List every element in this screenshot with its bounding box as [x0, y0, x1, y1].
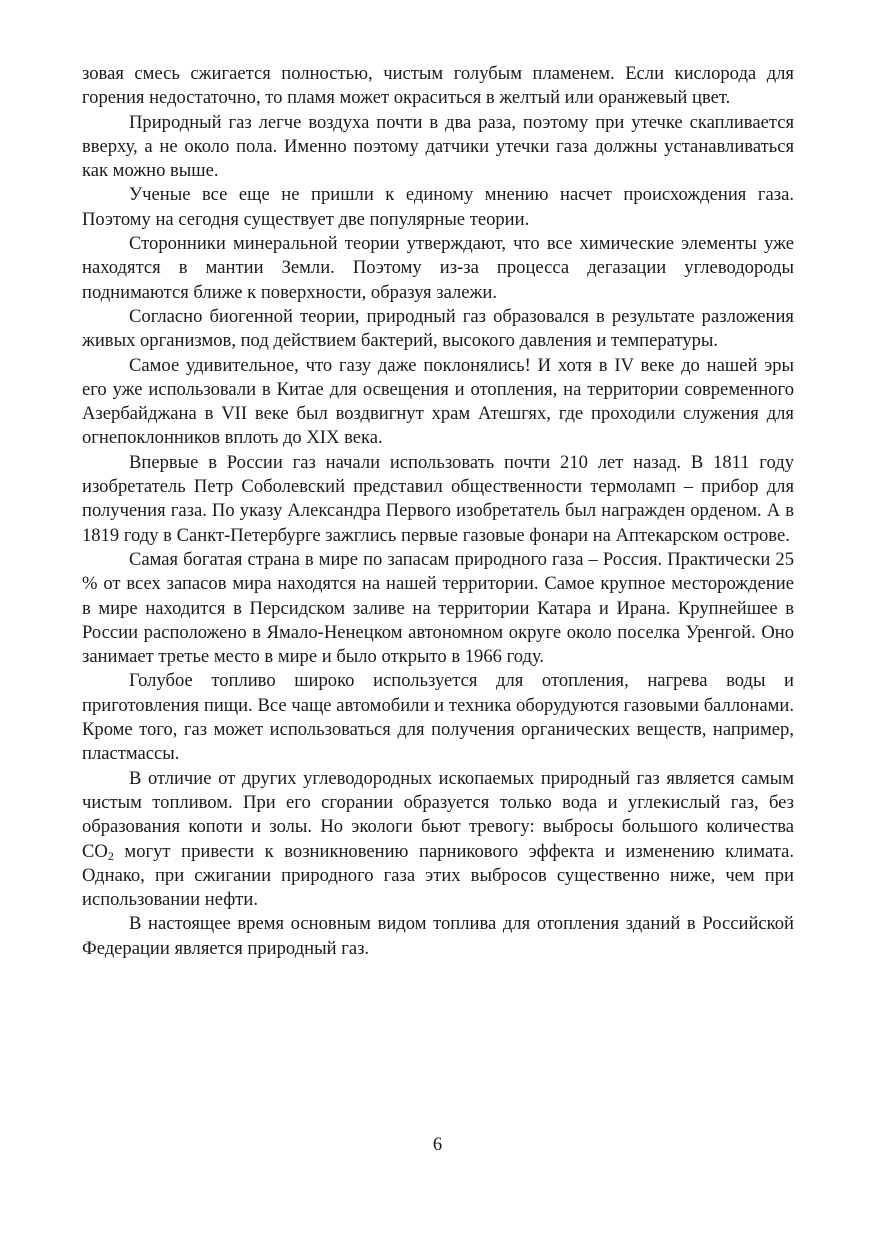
document-body [82, 62, 794, 961]
clean-fuel-text-after: могут привести к возникновению парникового эффекта и изменению климата. Однако, при сжигании природного газа этих выбросов существенно ниже, чем при использовании нефти. [82, 840, 794, 911]
co2-subscript: 2 [107, 848, 114, 863]
paragraph-biogenic-theory: Согласно биогенной теории, природный газ образовался в результате разложения живых организмов, под действием бактерий, высокого давления и температуры. [82, 305, 794, 352]
paragraph-gas-usage: Голубое топливо широко используется для отопления, нагрева воды и приготовления пищи. Все чаще автомобили и техника оборудуются газовыми баллонами. Кроме того, газ может использоваться для получения органических веществ, например, пластмассы. [82, 670, 794, 765]
paragraph-origin-theories: Ученые все еще не пришли к единому мнению насчет происхождения газа. Поэтому на сегодня существует две популярные теории. [82, 184, 794, 230]
paragraph-clean-fuel [82, 767, 794, 913]
paragraph-russia-history: Впервые в России газ начали использовать почти 210 лет назад. В 1811 году изобретатель Петр Соболевский представил общественности термоламп – прибор для получения газа. По указу Александра Первого изобретатель был награжден орденом. А в 1819 году в Санкт-Петербурге зажглись первые газовые фонари на Аптекарском острове. [82, 451, 794, 546]
paragraph-heating-fuel: В настоящее время основным видом топлива для отопления зданий в Российской Федерации является природный газ. [82, 913, 794, 959]
paragraph-gas-reserves: Самая богатая страна в мире по запасам природного газа – Россия. Практически 25 % от всех запасов мира находятся на нашей территории. Самое крупное месторождение в мире находится в Персидском заливе на территории Катара и Ирана. Крупнейшее в России расположено в Ямало-Ненецком автономном округе около поселка Уренгой. Оно занимает третье место в мире и было открыто в 1966 году. [82, 548, 794, 668]
clean-fuel-text-before: В отличие от других углеводородных ископаемых природный газ является самым чистым топливом. При его сгорании образуется только вода и углекислый газ, без образования копоти и золы. Но экологи бьют тревогу: выбросы большого количества CO [82, 767, 794, 862]
page-number: 6 [432, 1134, 443, 1155]
paragraph-flame-color: зовая смесь сжигается полностью, чистым голубым пламенем. Если кислорода для горения недостаточно, то пламя может окраситься в желтый или оранжевый цвет. [82, 63, 794, 109]
paragraph-gas-lighter-than-air: Природный газ легче воздуха почти в два раза, поэтому при утечке скапливается вверху, а не около пола. Именно поэтому датчики утечки газа должны устанавливаться как можно выше. [82, 111, 794, 182]
paragraph-mineral-theory: Сторонники минеральной теории утверждают, что все химические элементы уже находятся в мантии Земли. Поэтому из-за процесса дегазации углеводороды поднимаются ближе к поверхности, образуя залежи. [82, 233, 794, 303]
paragraph-gas-worship: Самое удивительное, что газу даже поклонялись! И хотя в IV веке до нашей эры его уже использовали в Китае для освещения и отопления, на территории современного Азербайджана в VII веке был воздвигнут храм Атешгях, где проходили служения для огнепоклонников вплоть до XIX века. [82, 354, 794, 449]
